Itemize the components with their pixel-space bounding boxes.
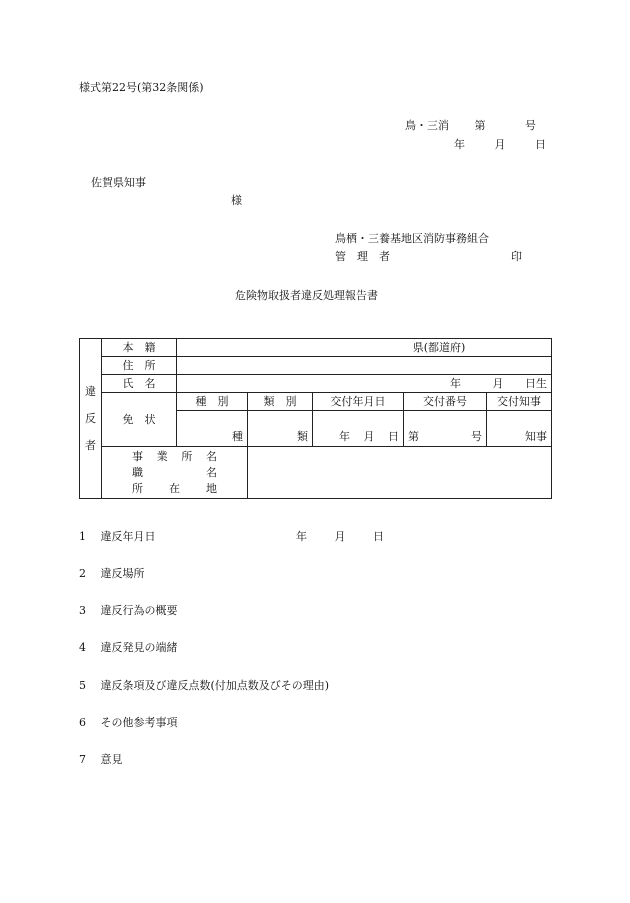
item-number: 6 bbox=[79, 716, 86, 729]
item-label: 違反年月日 bbox=[100, 530, 156, 543]
license-date-day: 日 bbox=[388, 430, 399, 443]
license-number-value[interactable] bbox=[404, 411, 487, 447]
row-license-header bbox=[80, 393, 552, 411]
form-number: 様式第22号(第32条関係) bbox=[79, 81, 204, 94]
document-id-go: 号 bbox=[525, 119, 536, 132]
name-label: 氏 名 bbox=[102, 375, 177, 393]
license-no-dai: 第 bbox=[408, 430, 419, 443]
item-violation-summary bbox=[79, 605, 178, 616]
date-year: 年 bbox=[454, 138, 465, 151]
pos-char-1: 職 bbox=[132, 466, 143, 479]
birth-year: 年 bbox=[450, 377, 462, 390]
item-number: 7 bbox=[79, 753, 86, 766]
license-date-year: 年 bbox=[339, 430, 350, 443]
date-day: 日 bbox=[535, 138, 546, 151]
item-label: 違反場所 bbox=[100, 567, 145, 580]
item-number: 2 bbox=[79, 567, 86, 580]
pos-char-2: 名 bbox=[206, 466, 217, 479]
side-char-3: 者 bbox=[85, 439, 96, 452]
license-header-governor: 交付知事 bbox=[487, 393, 552, 411]
honseki-pref: 県(都道府) bbox=[412, 341, 466, 354]
license-header-date: 交付年月日 bbox=[313, 393, 404, 411]
item-number: 4 bbox=[79, 641, 86, 654]
loc-char-2: 在 bbox=[169, 482, 180, 495]
item-label: 違反発見の端緒 bbox=[100, 641, 178, 654]
item-number: 1 bbox=[79, 530, 86, 543]
license-governor-suffix: 知事 bbox=[525, 430, 548, 443]
honseki-value[interactable] bbox=[177, 339, 552, 357]
item-label: 意見 bbox=[100, 753, 123, 766]
license-date-month: 月 bbox=[363, 430, 375, 443]
location-label bbox=[132, 483, 217, 494]
row-address bbox=[80, 357, 552, 375]
side-char-1: 違 bbox=[85, 385, 96, 398]
document-date bbox=[454, 139, 546, 150]
document-title: 危険物取扱者違反処理報告書 bbox=[235, 289, 378, 302]
item-number: 5 bbox=[79, 679, 86, 692]
license-header-ruibetsu: 類 別 bbox=[248, 393, 313, 411]
item-number: 3 bbox=[79, 604, 86, 617]
date-month: 月 bbox=[494, 138, 506, 151]
birth-month: 月 bbox=[492, 377, 504, 390]
violator-table bbox=[79, 338, 552, 499]
wp-char-3: 所 bbox=[181, 450, 193, 463]
honseki-label: 本 籍 bbox=[102, 339, 177, 357]
name-value[interactable] bbox=[177, 375, 552, 393]
item-label: その他参考事項 bbox=[100, 716, 178, 729]
loc-char-1: 所 bbox=[132, 482, 143, 495]
item-label: 違反行為の概要 bbox=[100, 604, 178, 617]
license-rui-suffix: 類 bbox=[297, 430, 308, 443]
license-ruibetsu-value[interactable] bbox=[248, 411, 313, 447]
address-value[interactable] bbox=[177, 357, 552, 375]
addressee-name: 佐賀県知事 bbox=[91, 176, 146, 189]
violation-month: 月 bbox=[334, 530, 346, 543]
wp-char-2: 業 bbox=[156, 450, 168, 463]
license-label: 免 状 bbox=[102, 393, 177, 447]
item-label: 違反条項及び違反点数(付加点数及びその理由) bbox=[100, 679, 330, 692]
license-shubetsu-value[interactable] bbox=[177, 411, 248, 447]
wp-char-1: 事 bbox=[132, 450, 143, 463]
addressee-honorific: 様 bbox=[231, 194, 242, 207]
license-shu-suffix: 種 bbox=[232, 430, 243, 443]
violation-day: 日 bbox=[373, 530, 384, 543]
license-date-value[interactable] bbox=[313, 411, 404, 447]
workplace-value[interactable] bbox=[248, 447, 552, 499]
workplace-labels bbox=[102, 447, 248, 499]
address-label: 住 所 bbox=[102, 357, 177, 375]
item-opinion bbox=[79, 754, 123, 765]
license-no-go: 号 bbox=[471, 430, 482, 443]
violation-date bbox=[296, 531, 384, 542]
document-id bbox=[405, 120, 536, 131]
sender-seal: 印 bbox=[511, 250, 522, 263]
document-id-prefix: 鳥・三消 bbox=[405, 119, 449, 132]
item-discovery bbox=[79, 642, 178, 653]
position-label bbox=[132, 467, 217, 478]
violation-year: 年 bbox=[296, 530, 307, 543]
birth-day: 日生 bbox=[525, 377, 548, 390]
row-honseki bbox=[80, 339, 552, 357]
item-violation-place bbox=[79, 568, 145, 579]
item-violation-clauses bbox=[79, 680, 329, 691]
license-governor-value[interactable] bbox=[487, 411, 552, 447]
workplace-name-label bbox=[132, 451, 217, 462]
item-other-notes bbox=[79, 717, 178, 728]
item-violation-date bbox=[79, 530, 384, 543]
side-char-2: 反 bbox=[85, 412, 96, 425]
loc-char-3: 地 bbox=[206, 482, 217, 495]
row-name bbox=[80, 375, 552, 393]
license-header-shubetsu: 種 別 bbox=[177, 393, 248, 411]
document-id-dai: 第 bbox=[474, 119, 486, 132]
sender-org: 鳥栖・三養基地区消防事務組合 bbox=[335, 232, 489, 245]
license-header-number: 交付番号 bbox=[404, 393, 487, 411]
violator-side-label bbox=[80, 339, 102, 499]
wp-char-4: 名 bbox=[205, 450, 217, 463]
sender-role: 管 理 者 bbox=[335, 250, 390, 263]
row-workplace bbox=[80, 447, 552, 499]
